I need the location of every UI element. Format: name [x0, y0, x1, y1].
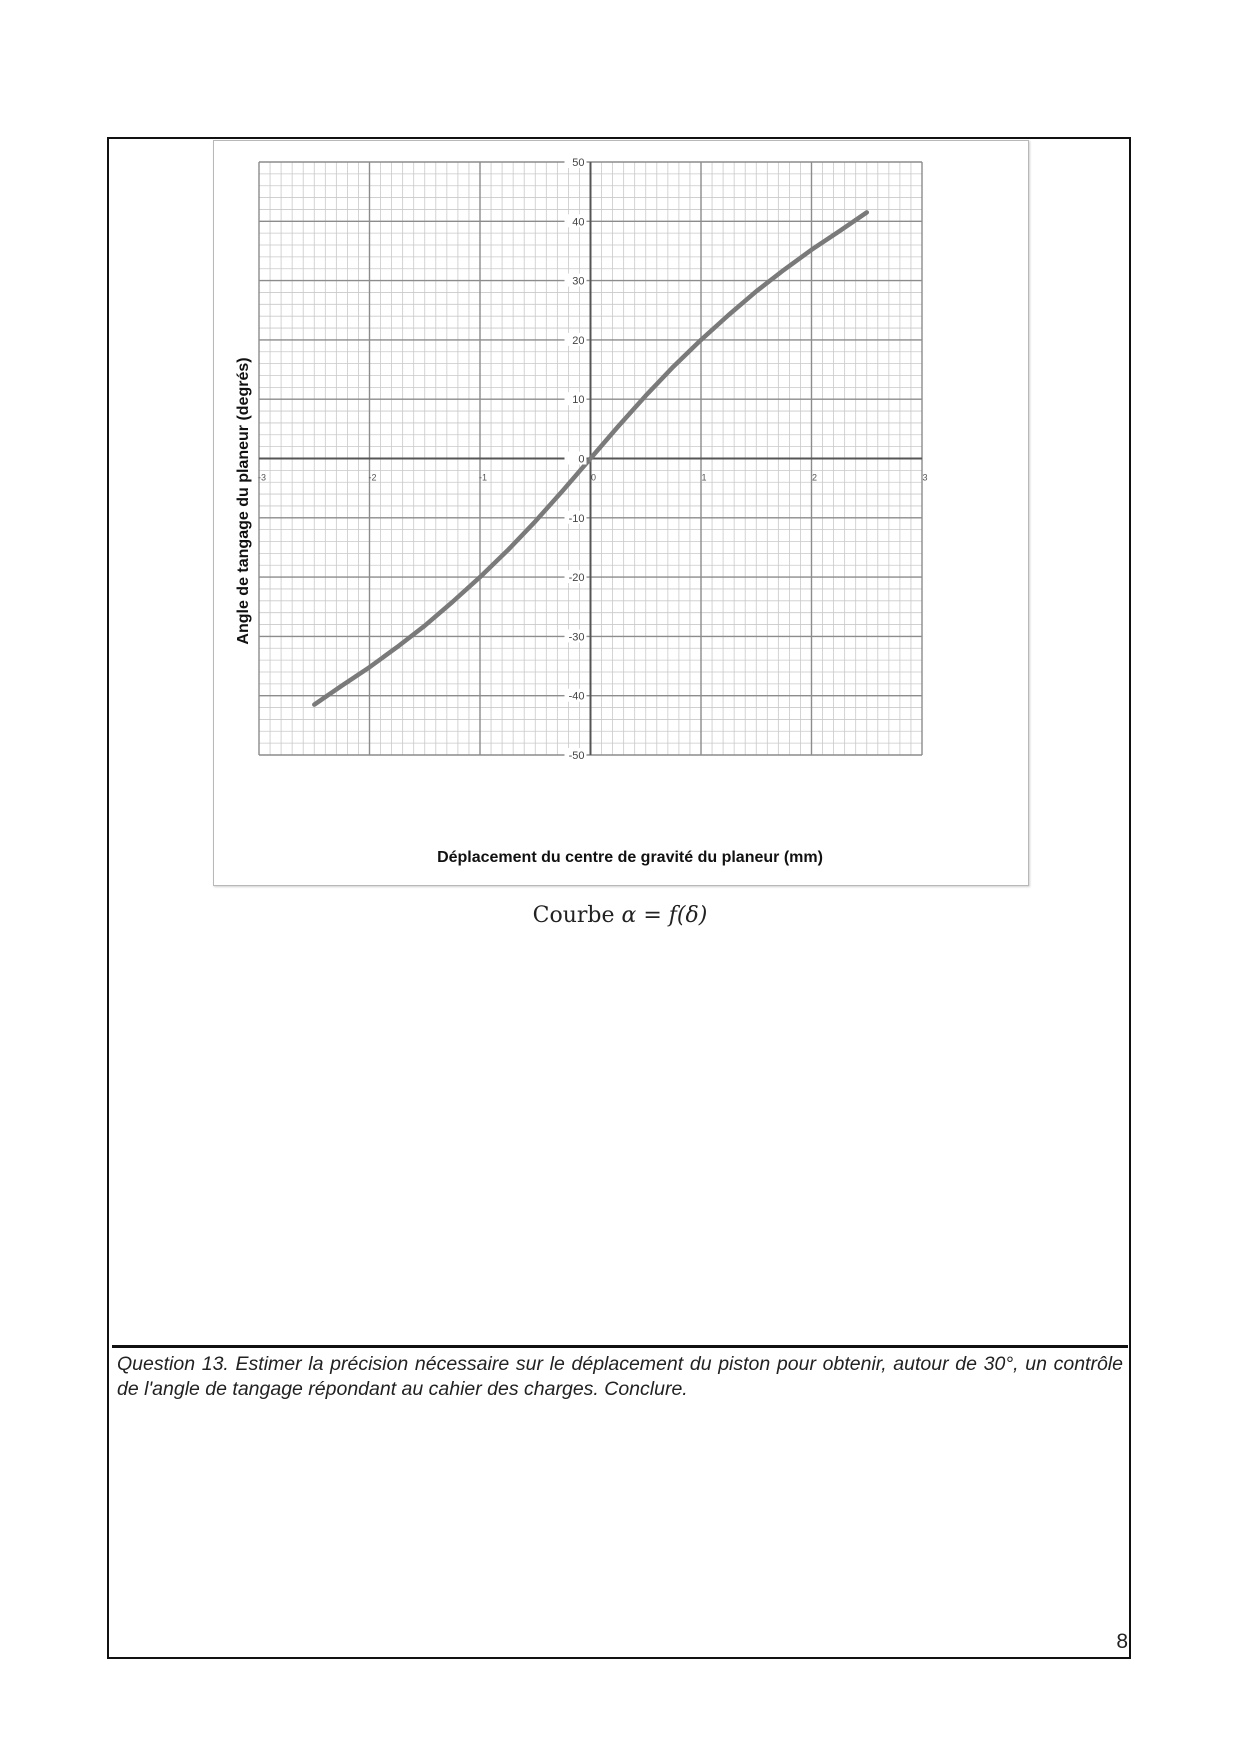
x-tick-label: -2 [368, 472, 377, 483]
x-tick-label: 2 [811, 472, 818, 483]
question-13-text: Question 13. Estimer la précision nécessaire sur le déplacement du piston pour obtenir, autour de 30°, un contrôle de l'angle de tangage répondant au cahier des charges. Conclure. [117, 1353, 1123, 1400]
y-tick-label: 40 [572, 216, 585, 229]
y-tick-label: -10 [568, 512, 585, 525]
chart [214, 141, 1028, 885]
x-tick-label: 3 [922, 472, 928, 483]
y-tick-label: 30 [572, 275, 585, 288]
chart-container [213, 140, 1029, 886]
x-tick-label: 0 [590, 472, 597, 483]
x-tick-label: -3 [257, 472, 267, 483]
x-tick-label: -1 [478, 472, 488, 483]
page-number: 8 [1116, 1630, 1128, 1653]
y-axis-title: Angle de tangage du planeur (degrés) [235, 357, 252, 645]
y-tick-label: -50 [568, 750, 585, 762]
y-tick-label: 50 [572, 157, 585, 169]
y-tick-label: 0 [578, 453, 585, 466]
figure-caption [0, 903, 1240, 928]
x-tick-label: 1 [701, 472, 707, 483]
y-tick-label: -20 [568, 572, 585, 585]
caption-formula: α = f(δ) [621, 903, 708, 928]
question-divider [112, 1345, 1128, 1348]
caption-word: Courbe [532, 903, 615, 928]
x-axis-title: Déplacement du centre de gravité du planeur (mm) [437, 849, 823, 866]
y-tick-label: 10 [572, 394, 585, 407]
y-tick-label: 20 [572, 334, 585, 347]
y-tick-label: -30 [568, 631, 585, 644]
y-tick-label: -40 [568, 690, 585, 703]
